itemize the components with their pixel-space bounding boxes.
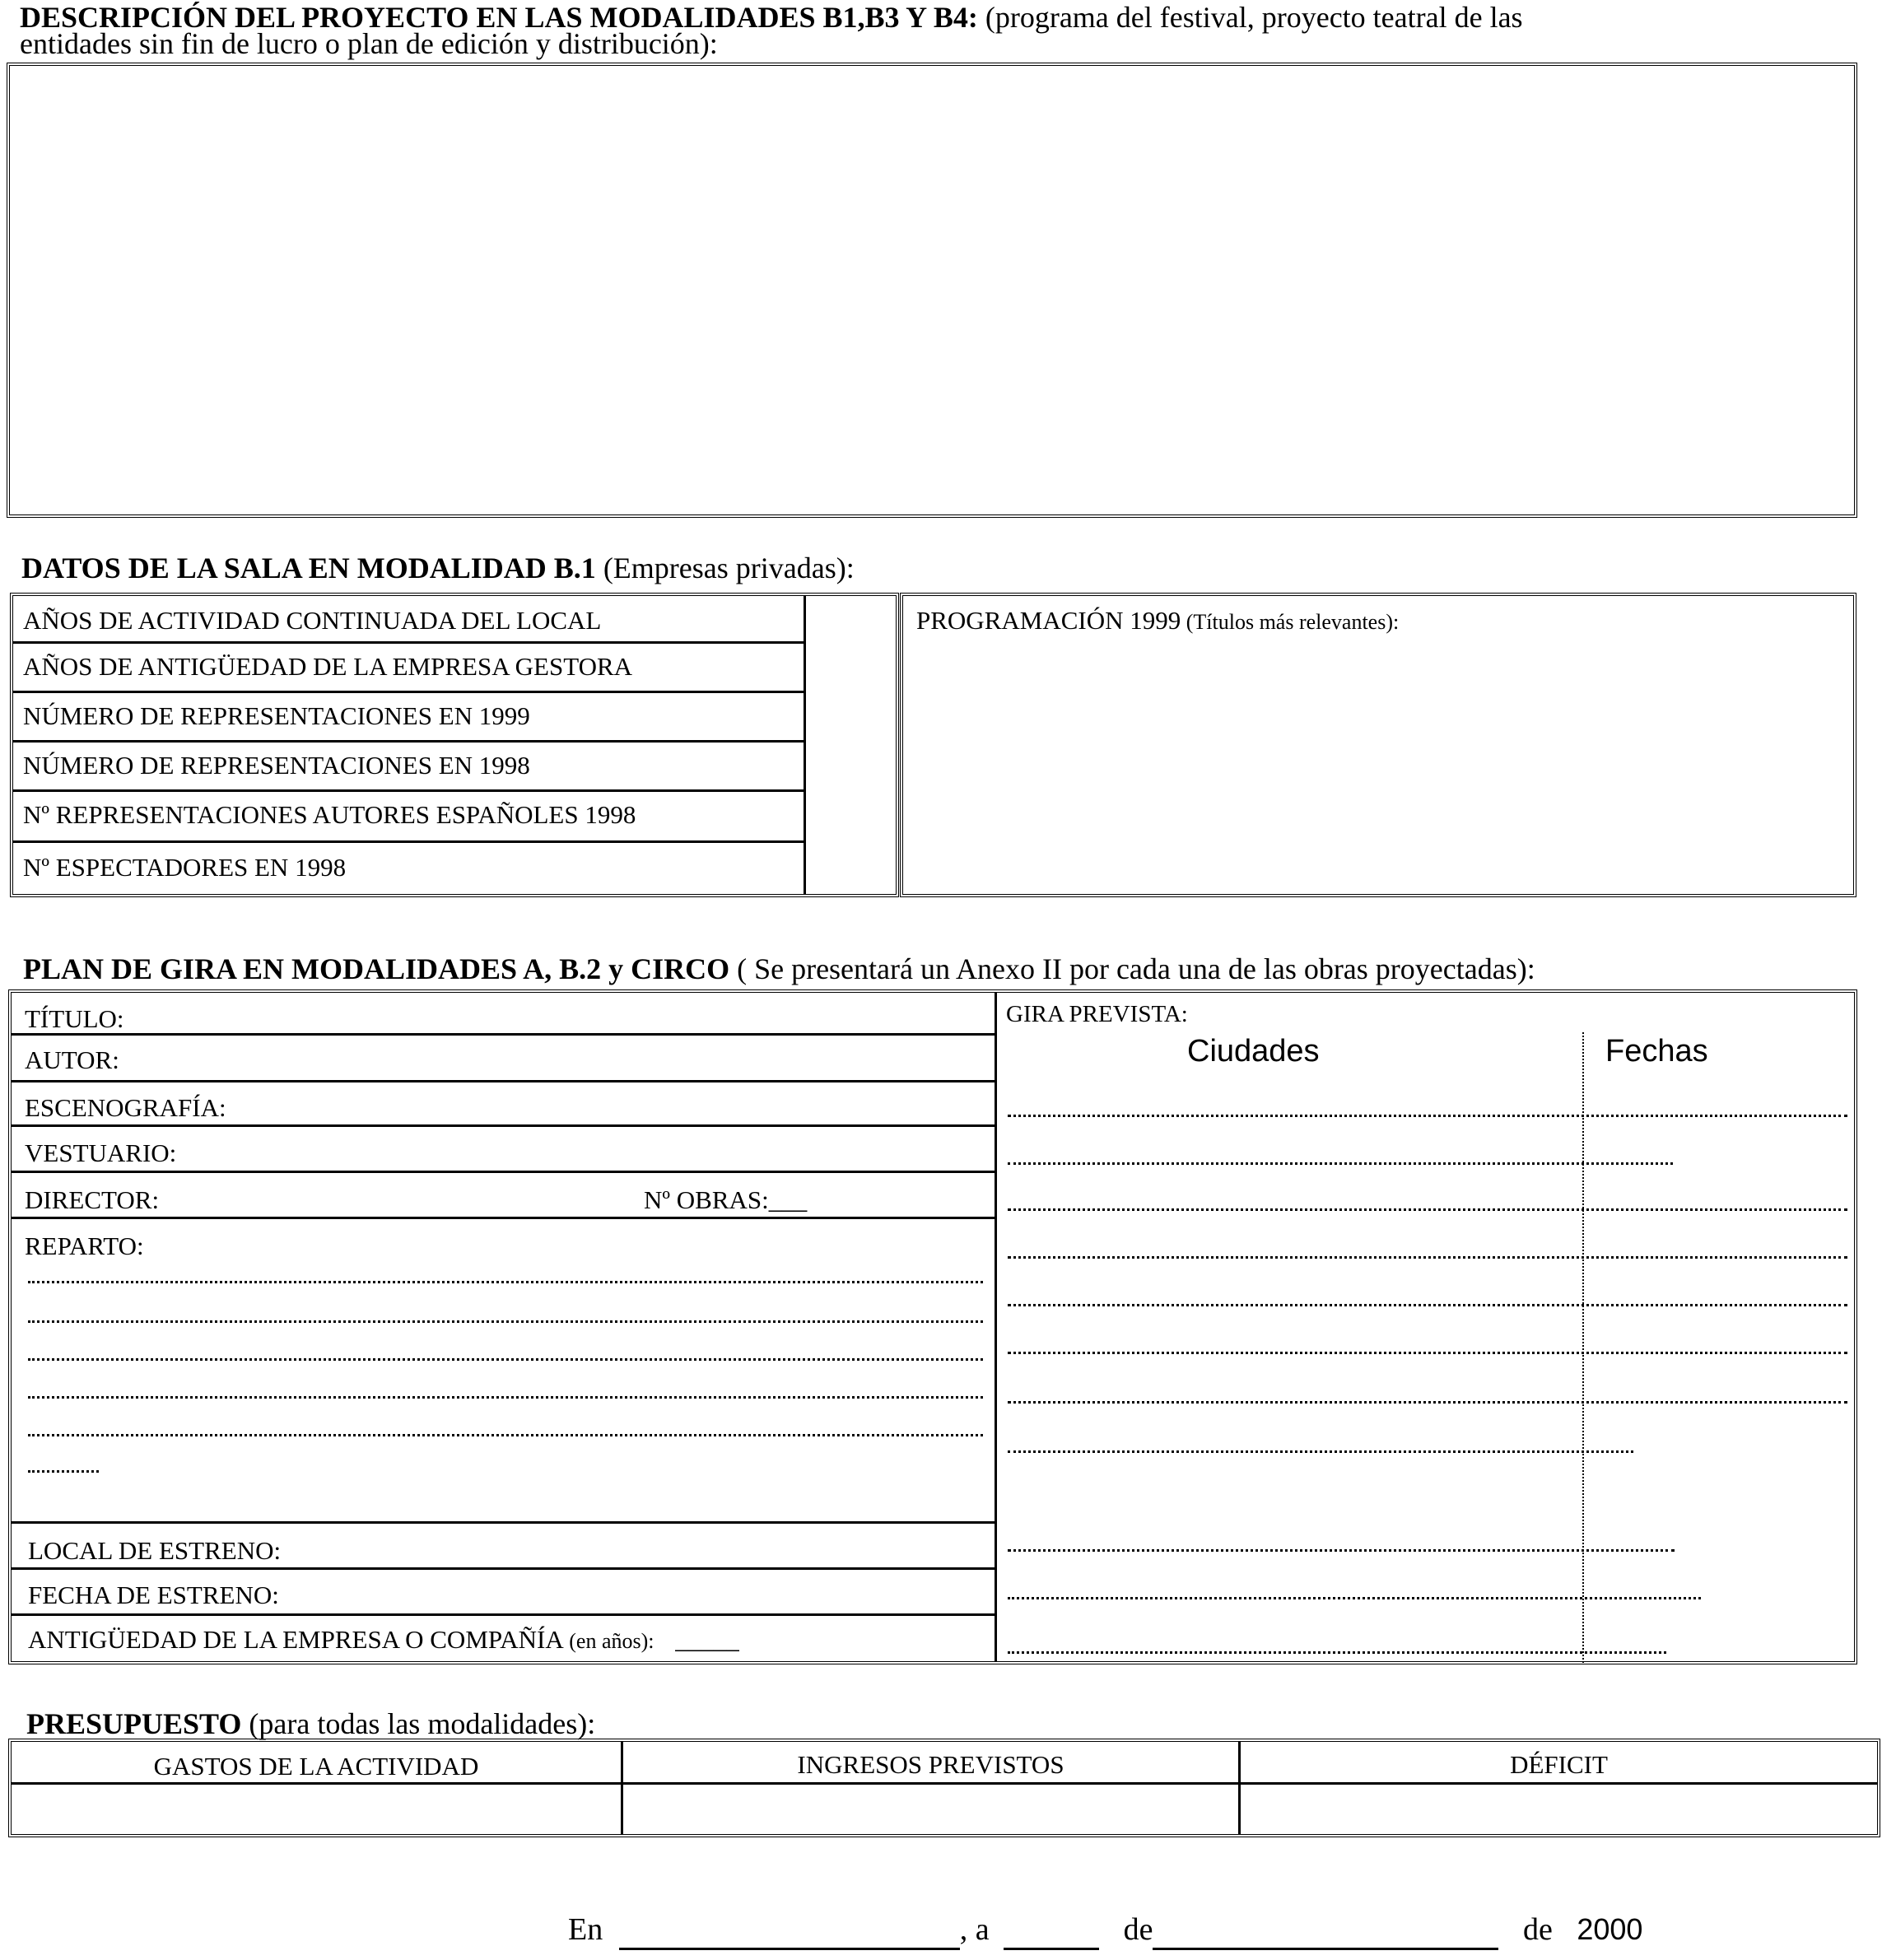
antiguedad-label: ANTIGÜEDAD DE LA EMPRESA O COMPAÑÍA (en años): _____ [28,1625,739,1654]
gira-row-line[interactable] [1008,1401,1847,1404]
n-obras-label: Nº OBRAS:___ [644,1185,808,1214]
col-gastos-header: GASTOS DE LA ACTIVIDAD [153,1752,479,1781]
fecha-estreno-label: FECHA DE ESTRENO: [28,1581,279,1609]
fechas-header: Fechas [1605,1034,1708,1068]
de-label: de [1123,1912,1153,1947]
local-estreno-label: LOCAL DE ESTRENO: [28,1536,282,1565]
gira-row-line[interactable] [1008,1352,1847,1354]
sala-row-label: AÑOS DE ACTIVIDAD CONTINUADA DEL LOCAL [23,606,602,635]
desc-title-line2: entidades sin fin de lucro o plan de edición y distribución): [20,27,718,60]
presupuesto-title-bold: PRESUPUESTO [26,1707,242,1740]
year-value: 2000 [1577,1912,1643,1946]
sala-row-label: Nº REPRESENTACIONES AUTORES ESPAÑOLES 1998 [23,800,636,829]
sala-row-label: AÑOS DE ANTIGÜEDAD DE LA EMPRESA GESTORA [23,652,633,681]
director-label: DIRECTOR: [25,1185,160,1214]
gira-title [23,953,1535,985]
deficit-value[interactable] [1241,1785,1877,1834]
gira-row-line[interactable] [1008,1208,1847,1211]
reparto-label: REPARTO: [25,1231,144,1260]
gastos-value[interactable] [12,1785,621,1834]
programacion-label: PROGRAMACIÓN 1999 (Títulos más relevantes): [916,606,1400,635]
ciudades-header: Ciudades [1187,1034,1320,1068]
gira-table [8,989,1857,1664]
sala-title [21,552,855,584]
gira-row-line[interactable] [1008,1450,1633,1453]
reparto-line[interactable] [28,1320,983,1323]
a-label: , a [959,1912,990,1947]
antiguedad-blank[interactable]: _____ [675,1625,739,1654]
gira-row-line[interactable] [1008,1256,1847,1259]
sala-row-label: Nº ESPECTADORES EN 1998 [23,853,347,882]
signature-line [568,1911,1642,1950]
col-deficit-header: DÉFICIT [1510,1750,1608,1779]
desc-title-bold: DESCRIPCIÓN DEL PROYECTO EN LAS MODALIDADES B1,B3 Y B4: [20,1,978,34]
gira-title-rest: ( Se presentará un Anexo II por cada una de las obras proyectadas): [729,952,1535,985]
sala-row-label: NÚMERO DE REPRESENTACIONES EN 1998 [23,751,530,780]
reparto-line[interactable] [28,1434,983,1436]
gira-row-line[interactable] [1008,1597,1701,1599]
month-blank[interactable] [1153,1911,1498,1950]
sala-title-rest: (Empresas privadas): [595,552,855,584]
presupuesto-title [26,1708,595,1739]
programacion-box[interactable] [900,593,1856,897]
gira-row-line[interactable] [1008,1304,1847,1306]
reparto-line[interactable] [28,1281,983,1283]
presupuesto-title-rest: (para todas las modalidades): [241,1707,596,1740]
col-ingresos-header: INGRESOS PREVISTOS [797,1750,1064,1779]
desc-textarea[interactable] [7,63,1857,518]
desc-title-rest: (programa del festival, proyecto teatral de las [977,1,1523,34]
day-blank[interactable] [1004,1911,1099,1950]
sala-table [10,593,899,897]
sala-title-bold: DATOS DE LA SALA EN MODALIDAD B.1 [21,552,596,584]
gira-row-line[interactable] [1008,1162,1673,1165]
titulo-label: TÍTULO: [25,1004,124,1033]
reparto-line[interactable] [28,1396,983,1399]
sala-value-field[interactable] [806,596,896,894]
presupuesto-table [8,1739,1880,1837]
ingresos-value[interactable] [623,1785,1238,1834]
vestuario-label: VESTUARIO: [25,1138,177,1167]
gira-row-line[interactable] [1008,1549,1675,1552]
autor-label: AUTOR: [25,1045,119,1074]
en-label: En [568,1912,603,1947]
place-blank[interactable] [619,1911,960,1950]
sala-row-label: NÚMERO DE REPRESENTACIONES EN 1999 [23,701,530,730]
de-year-label: de [1522,1912,1553,1947]
gira-title-bold: PLAN DE GIRA EN MODALIDADES A, B.2 y CIRCO [23,952,730,985]
gira-row-line[interactable] [1008,1115,1847,1117]
escenografia-label: ESCENOGRAFÍA: [25,1093,226,1122]
gira-prevista-label: GIRA PREVISTA: [1006,1001,1188,1027]
reparto-line[interactable] [28,1358,983,1361]
reparto-line[interactable] [28,1470,99,1473]
gira-row-line[interactable] [1008,1651,1666,1654]
